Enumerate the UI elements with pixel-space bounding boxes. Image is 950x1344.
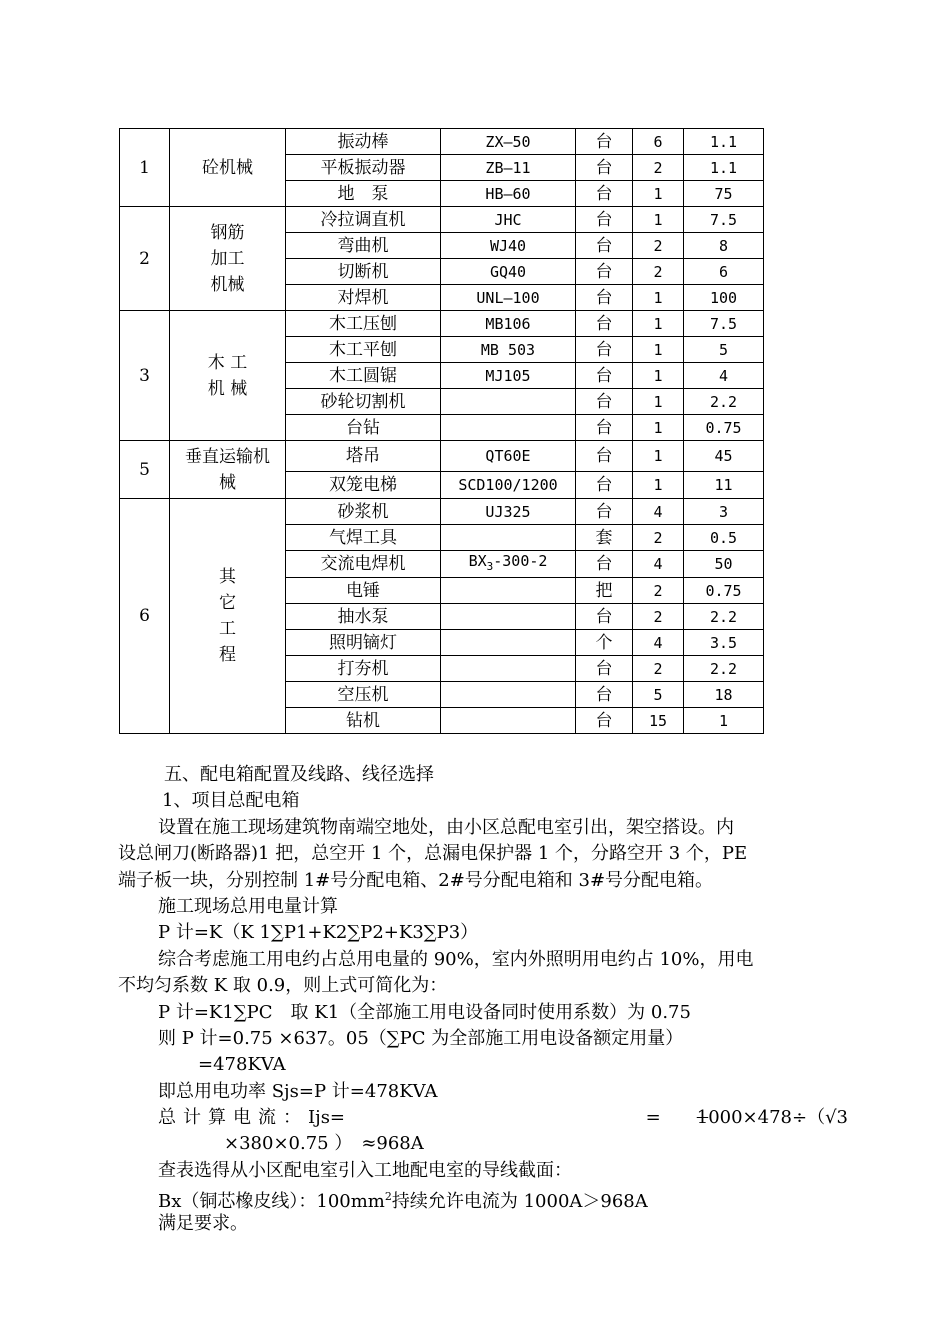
equipment-unit: 台 [576, 389, 633, 415]
current-variable: Ijs= [308, 1107, 346, 1129]
equipment-unit: 台 [576, 259, 633, 285]
equipment-power: 2.2 [684, 656, 764, 682]
model-suffix: -300-2 [493, 552, 548, 570]
equipment-name: 地 泵 [286, 181, 441, 207]
paragraph-line: 查表选得从小区配电室引入工地配电室的导线截面： [158, 1159, 572, 1181]
equipment-model: MJ105 [441, 363, 576, 389]
equipment-qty: 1 [633, 441, 684, 472]
equipment-name: 对焊机 [286, 285, 441, 311]
table-row [120, 129, 764, 155]
equipment-table [119, 128, 764, 734]
equipment-name: 抽水泵 [286, 604, 441, 630]
category-line: 加工 [210, 248, 245, 269]
equipment-model: QT60E [441, 441, 576, 472]
group-id: 5 [120, 441, 170, 499]
equipment-unit: 台 [576, 155, 633, 181]
category-line: 机 械 [207, 378, 248, 399]
equipment-qty: 2 [633, 578, 684, 604]
equipment-power: 100 [684, 285, 764, 311]
equipment-power: 5 [684, 337, 764, 363]
equipment-model [441, 551, 576, 578]
equipment-qty: 1 [633, 181, 684, 207]
category-line: 它 [219, 593, 236, 613]
equipment-qty: 1 [633, 311, 684, 337]
equipment-qty: 1 [633, 337, 684, 363]
equipment-unit: 台 [576, 285, 633, 311]
equipment-unit: 台 [576, 129, 633, 155]
paragraph-line: 设总闸刀(断路器)1 把，总空开 1 个，总漏电保护器 1 个，分路空开 3 个，PE [118, 843, 748, 865]
table-row [120, 441, 764, 472]
equipment-model: ZB—11 [441, 155, 576, 181]
equipment-power: 3.5 [684, 630, 764, 656]
group-category: 砼机械 [170, 129, 286, 207]
equipment-model: SCD100/1200 [441, 472, 576, 499]
equipment-unit: 台 [576, 415, 633, 441]
equipment-power: 1.1 [684, 129, 764, 155]
equipment-unit: 台 [576, 656, 633, 682]
wire-line [118, 1184, 848, 1213]
equipment-qty: 1 [633, 472, 684, 499]
paragraph-line: 综合考虑施工用电约占总用电量的 90%，室内外照明用电约占 10%，用电 [158, 948, 754, 970]
paragraph-line: 端子板一块，分别控制 1#号分配电箱、2#号分配电箱和 3#号分配电箱。 [118, 869, 714, 891]
equipment-unit: 台 [576, 363, 633, 389]
equipment-qty: 4 [633, 551, 684, 578]
equipment-name: 振动棒 [286, 129, 441, 155]
equipment-power: 8 [684, 233, 764, 259]
equipment-model [441, 656, 576, 682]
category-line: 垂直运输机 [185, 446, 270, 467]
formula-line: ×380×0.75 ） ≈968A [224, 1133, 424, 1155]
current-expression [697, 1105, 848, 1131]
current-formula-line [118, 1105, 848, 1131]
group-category [170, 207, 286, 311]
equipment-power: 0.5 [684, 525, 764, 551]
group-category [170, 499, 286, 734]
equipment-power: 7.5 [684, 207, 764, 233]
equipment-unit: 台 [576, 233, 633, 259]
equipment-power: 2.2 [684, 389, 764, 415]
equipment-qty: 2 [633, 525, 684, 551]
equipment-name: 电锤 [286, 578, 441, 604]
equipment-unit: 台 [576, 181, 633, 207]
model-subscript: 3 [486, 560, 494, 573]
equipment-model: JHC [441, 207, 576, 233]
equipment-qty: 1 [633, 207, 684, 233]
model-prefix: BX [468, 552, 487, 570]
equipment-qty: 2 [633, 233, 684, 259]
equipment-qty: 1 [633, 415, 684, 441]
current-equals: = [645, 1107, 661, 1129]
equipment-name: 打夯机 [286, 656, 441, 682]
equipment-unit: 台 [576, 682, 633, 708]
equipment-power: 50 [684, 551, 764, 578]
equipment-name: 塔吊 [286, 441, 441, 472]
equipment-unit: 台 [576, 708, 633, 734]
equipment-qty: 2 [633, 604, 684, 630]
table-row [120, 499, 764, 525]
current-label: 总计算电流： [158, 1107, 308, 1129]
table-row [120, 207, 764, 233]
equipment-power: 18 [684, 682, 764, 708]
equipment-name: 台钻 [286, 415, 441, 441]
paragraph-line: 不均匀系数 K 取 0.9，则上式可简化为： [118, 975, 448, 997]
equipment-unit: 台 [576, 337, 633, 363]
equipment-power: 75 [684, 181, 764, 207]
category-line: 其 [219, 567, 236, 587]
group-id: 1 [120, 129, 170, 207]
equipment-qty: 2 [633, 656, 684, 682]
equipment-name: 弯曲机 [286, 233, 441, 259]
group-category [170, 311, 286, 441]
equipment-name: 砂浆机 [286, 499, 441, 525]
equipment-power: 1.1 [684, 155, 764, 181]
equipment-model: MB 503 [441, 337, 576, 363]
equipment-qty: 6 [633, 129, 684, 155]
equipment-model: UNL—100 [441, 285, 576, 311]
equipment-power: 2.2 [684, 604, 764, 630]
equipment-model: MB106 [441, 311, 576, 337]
formula-line: P 计=K1∑PC 取 K1（全部施工用电设备同时使用系数）为 0.75 [158, 1001, 691, 1023]
current-expression-struck: 1 [696, 1107, 709, 1129]
table-row [120, 311, 764, 337]
equipment-unit: 台 [576, 472, 633, 499]
equipment-power: 0.75 [684, 415, 764, 441]
equipment-model: HB—60 [441, 181, 576, 207]
equipment-name: 交流电焊机 [286, 551, 441, 578]
equipment-power: 45 [684, 441, 764, 472]
equipment-power: 1 [684, 708, 764, 734]
wire-text-pre: Bx（铜芯橡皮线）：100mm [158, 1191, 385, 1213]
equipment-power: 0.75 [684, 578, 764, 604]
group-id: 3 [120, 311, 170, 441]
equipment-qty: 1 [633, 363, 684, 389]
equipment-unit: 台 [576, 604, 633, 630]
equipment-name: 气焊工具 [286, 525, 441, 551]
equipment-name: 砂轮切割机 [286, 389, 441, 415]
equipment-name: 平板振动器 [286, 155, 441, 181]
conclusion: 满足要求。 [158, 1212, 248, 1234]
equipment-unit: 台 [576, 551, 633, 578]
category-line: 械 [219, 472, 236, 493]
equipment-name: 钻机 [286, 708, 441, 734]
equipment-model [441, 604, 576, 630]
equipment-unit: 个 [576, 630, 633, 656]
category-line: 工 [219, 619, 236, 639]
equipment-unit: 套 [576, 525, 633, 551]
paragraph-line: 设置在施工现场建筑物南端空地处，由小区总配电室引出，架空搭设。内 [158, 816, 734, 838]
equipment-power: 3 [684, 499, 764, 525]
equipment-name: 切断机 [286, 259, 441, 285]
equipment-power: 11 [684, 472, 764, 499]
equipment-power: 6 [684, 259, 764, 285]
equipment-qty: 2 [633, 155, 684, 181]
equipment-qty: 4 [633, 630, 684, 656]
equipment-name: 照明镝灯 [286, 630, 441, 656]
equipment-unit: 把 [576, 578, 633, 604]
equipment-model: UJ325 [441, 499, 576, 525]
equipment-name: 双笼电梯 [286, 472, 441, 499]
sub-heading: 1、项目总配电箱 [162, 790, 300, 812]
equipment-power: 4 [684, 363, 764, 389]
section-heading: 五、配电箱配置及线路、线径选择 [164, 764, 434, 785]
equipment-qty: 1 [633, 389, 684, 415]
equipment-name: 冷拉调直机 [286, 207, 441, 233]
category-line: 机械 [210, 274, 245, 295]
wire-superscript: 2 [384, 1190, 392, 1204]
equipment-unit: 台 [576, 499, 633, 525]
category-line: 钢筋 [210, 222, 245, 243]
equipment-qty: 2 [633, 259, 684, 285]
formula-line: P 计=K（K 1∑P1+K2∑P2+K3∑P3） [158, 922, 479, 944]
equipment-model [441, 708, 576, 734]
equipment-model [441, 630, 576, 656]
equipment-name: 木工压刨 [286, 311, 441, 337]
equipment-unit: 台 [576, 207, 633, 233]
equipment-name: 空压机 [286, 682, 441, 708]
current-label-group [158, 1105, 345, 1131]
formula-line: 即总用电功率 Sjs=P 计=478KVA [158, 1080, 438, 1102]
current-expression-rest: 000×478÷（√3 [708, 1107, 848, 1129]
equipment-name: 木工圆锯 [286, 363, 441, 389]
equipment-name: 木工平刨 [286, 337, 441, 363]
equipment-model [441, 415, 576, 441]
equipment-model: WJ40 [441, 233, 576, 259]
equipment-model: GQ40 [441, 259, 576, 285]
body-text [118, 762, 848, 1237]
calc-title: 施工现场总用电量计算 [158, 895, 338, 917]
category-line: 程 [219, 645, 236, 665]
equipment-unit: 台 [576, 311, 633, 337]
group-category [170, 441, 286, 499]
equipment-qty: 1 [633, 285, 684, 311]
group-id: 2 [120, 207, 170, 311]
equipment-model [441, 389, 576, 415]
equipment-unit: 台 [576, 441, 633, 472]
formula-line: =478KVA [198, 1054, 286, 1076]
equipment-model [441, 682, 576, 708]
equipment-qty: 5 [633, 682, 684, 708]
equipment-qty: 15 [633, 708, 684, 734]
group-id: 6 [120, 499, 170, 734]
equipment-model [441, 525, 576, 551]
category-line: 木 工 [207, 352, 248, 373]
formula-line: 则 P 计=0.75 ×637。05（∑PC 为全部施工用电设备额定用量） [158, 1027, 684, 1049]
equipment-power: 7.5 [684, 311, 764, 337]
wire-text-post: 持续允许电流为 1000A＞968A [391, 1191, 648, 1213]
equipment-model [441, 578, 576, 604]
equipment-qty: 4 [633, 499, 684, 525]
equipment-model: ZX—50 [441, 129, 576, 155]
